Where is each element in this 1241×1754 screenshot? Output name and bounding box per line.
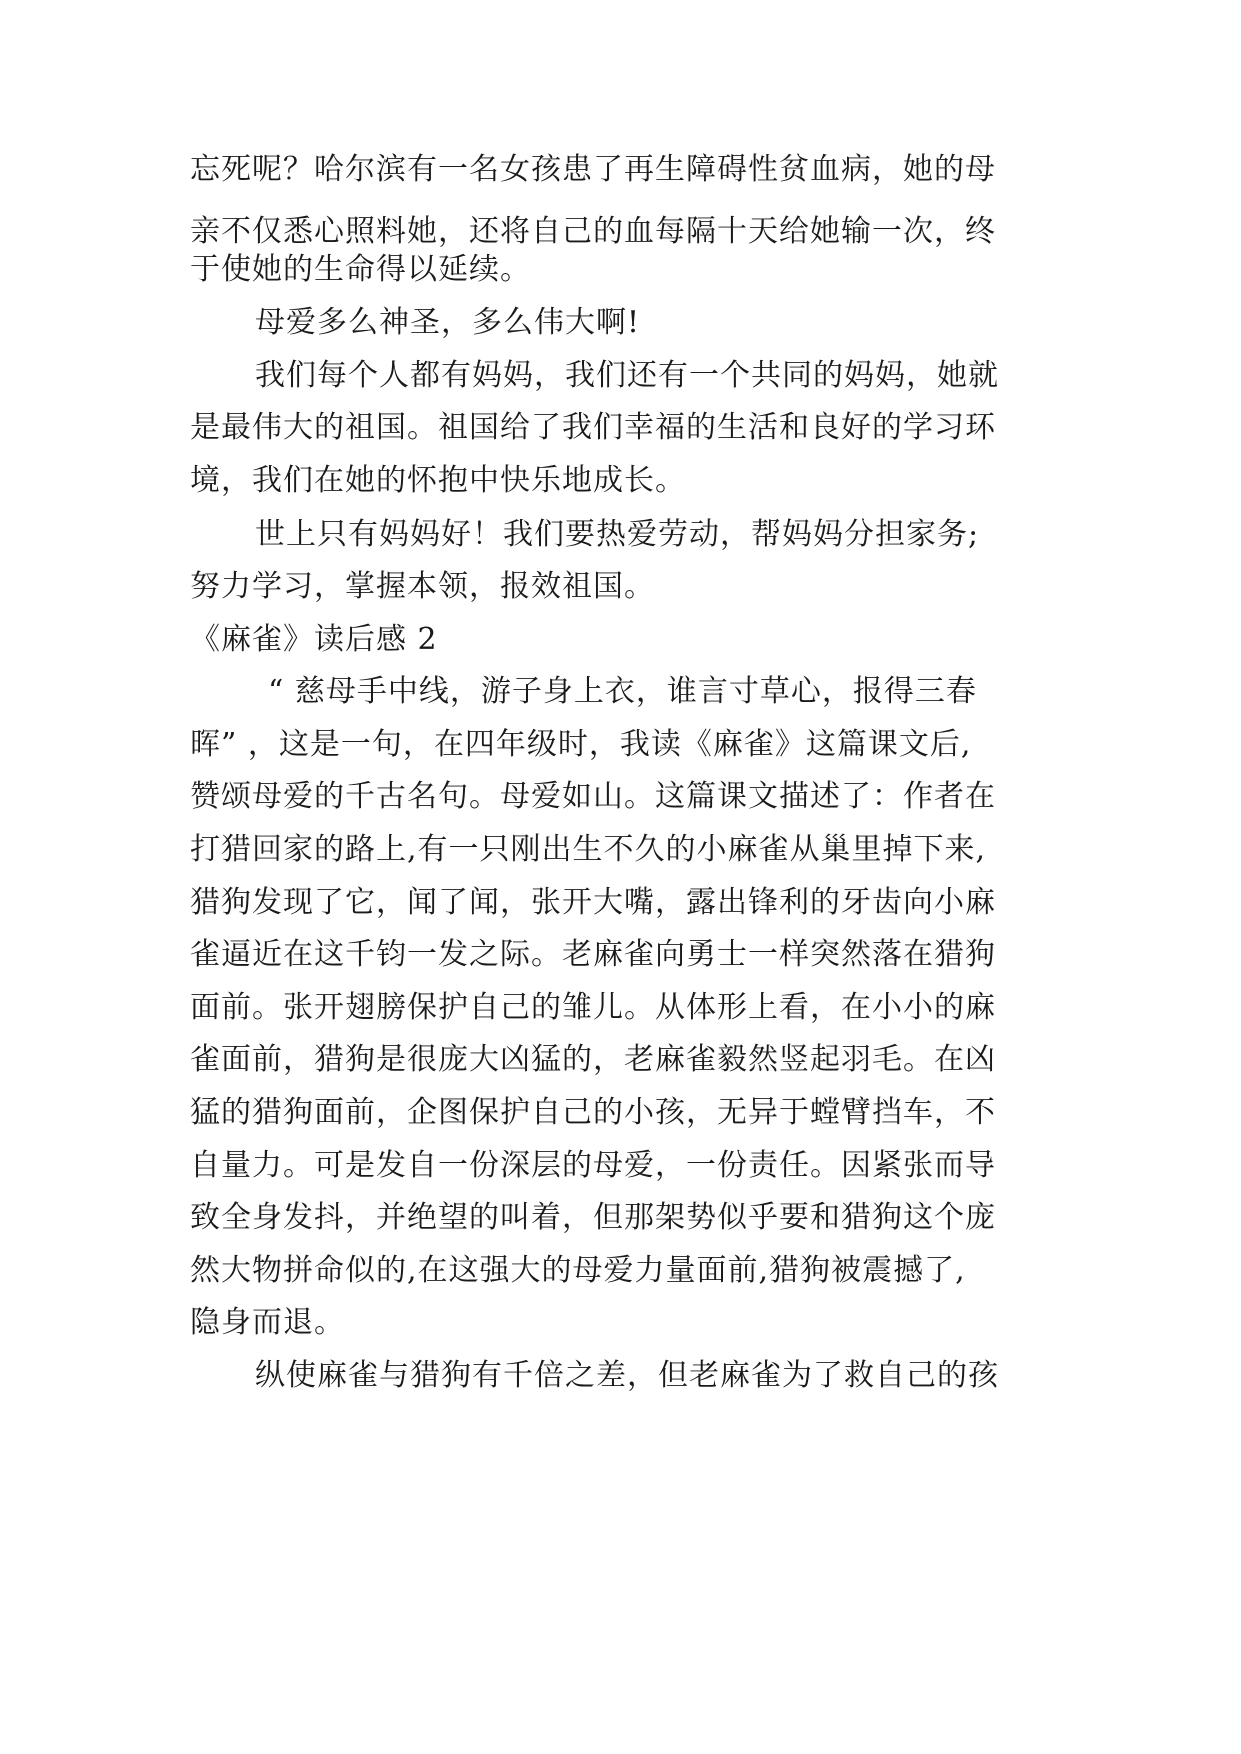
paragraph-line: 雀面前，猎狗是很庞大凶猛的，老麻雀毅然竖起羽毛。在凶 [190, 1042, 996, 1077]
paragraph-line: 猛的猎狗面前，企图保护自己的小孩，无异于螳臂挡车，不 [190, 1095, 996, 1130]
paragraph-line: 纵使麻雀与猎狗有千倍之差，但老麻雀为了救自己的孩 [255, 1358, 999, 1393]
paragraph-line: 赞颂母爱的千古名句。母爱如山。这篇课文描述了：作者在 [190, 779, 996, 814]
section-heading: 《麻雀》读后感 2 [190, 622, 438, 657]
paragraph-line: 母爱多么神圣，多么伟大啊! [255, 305, 641, 340]
paragraph-line: 晖” ，这是一句，在四年级时，我读《麻雀》这篇课文后, [190, 727, 972, 762]
paragraph-line: 致全身发抖，并绝望的叫着，但那架势似乎要和猎狗这个庞 [190, 1200, 996, 1235]
paragraph-line: 雀逼近在这千钧一发之际。老麻雀向勇士一样突然落在猎狗 [190, 937, 996, 972]
paragraph-line: 境，我们在她的怀抱中快乐地成长。 [190, 463, 686, 498]
paragraph-line: 世上只有妈妈好！我们要热爱劳动，帮妈妈分担家务; [255, 517, 980, 552]
paragraph-line: 亲不仅悉心照料她，还将自己的血每隔十天给她输一次，终 [190, 214, 996, 249]
paragraph-line: 面前。张开翅膀保护自己的雏儿。从体形上看，在小小的麻 [190, 990, 996, 1025]
paragraph-line: 忘死呢？哈尔滨有一名女孩患了再生障碍性贫血病，她的母 [190, 152, 996, 187]
paragraph-line: 隐身而退。 [190, 1305, 345, 1340]
paragraph-line: “ 慈母手中线，游子身上衣，谁言寸草心，报得三春 [268, 674, 977, 709]
paragraph-line: 然大物拼命似的,在这强大的母爱力量面前,猎狗被震撼了, [190, 1253, 966, 1288]
paragraph-line: 猎狗发现了它，闻了闻，张开大嘴，露出锋利的牙齿向小麻 [190, 885, 996, 920]
paragraph-line: 是最伟大的祖国。祖国给了我们幸福的生活和良好的学习环 [190, 410, 996, 445]
paragraph-line: 自量力。可是发自一份深层的母爱，一份责任。因紧张而导 [190, 1148, 996, 1183]
paragraph-line: 努力学习，掌握本领，报效祖国。 [190, 569, 655, 604]
paragraph-line: 于使她的生命得以延续。 [190, 252, 531, 287]
paragraph-line: 我们每个人都有妈妈，我们还有一个共同的妈妈，她就 [255, 358, 999, 393]
paragraph-line: 打猎回家的路上,有一只刚出生不久的小麻雀从巢里掉下来, [190, 832, 987, 867]
